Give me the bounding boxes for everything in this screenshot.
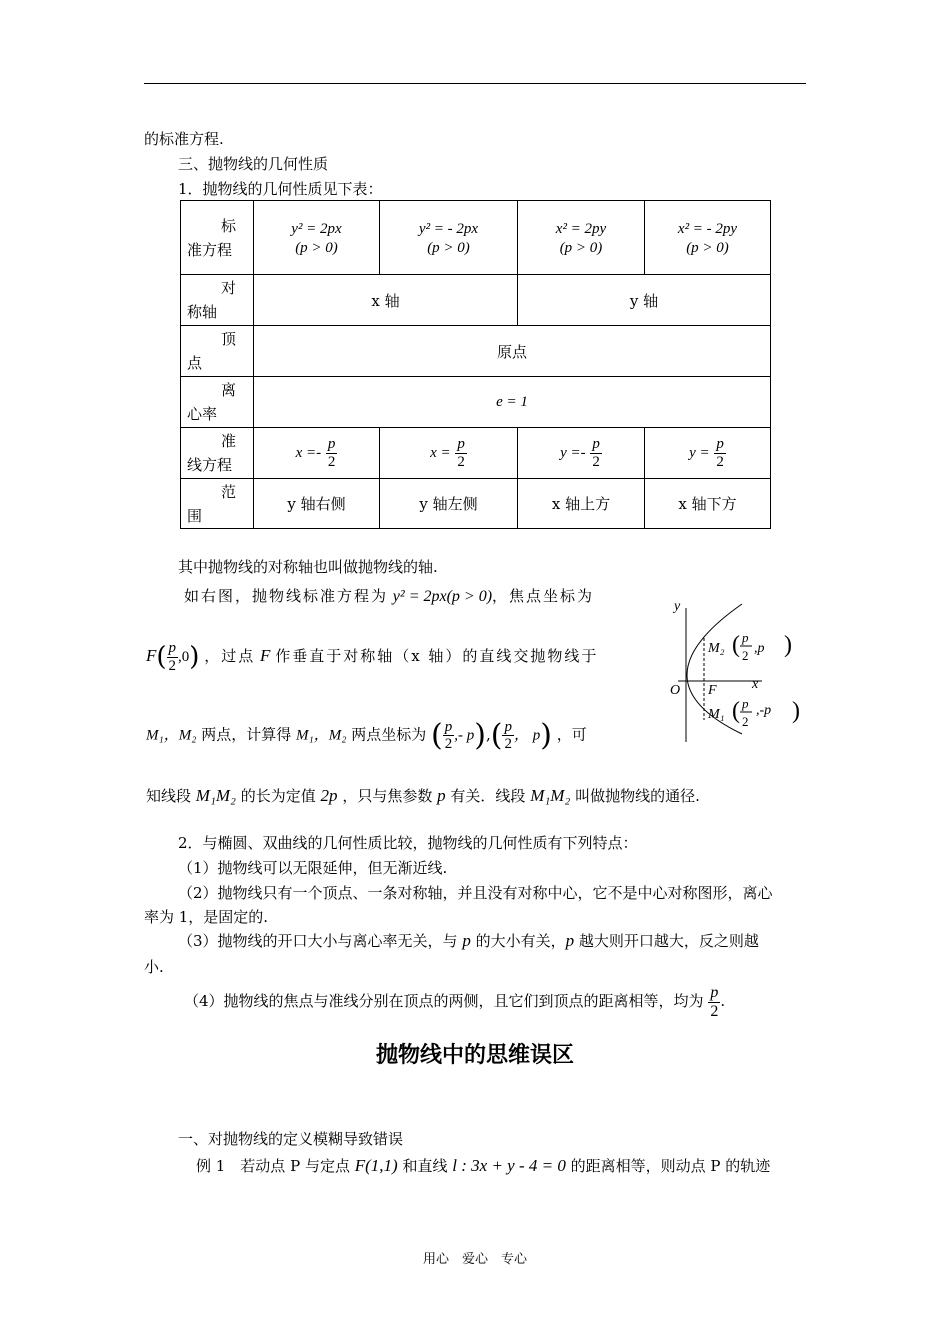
row-header: 范 围: [181, 479, 254, 529]
para-line-c: M₁，M₂ 两点，计算得 M₁，M₂ 两点坐标为 ( $\frac{p}{2}$ ,- p),( $\frac{p}{2}$ ， p) ，可: [146, 718, 587, 753]
row-header: 准 线方程: [181, 428, 254, 479]
m1-tail: ,-p: [756, 703, 772, 718]
directrix-cell: y = $\frac{p}{2}$: [645, 428, 771, 479]
directrix-cell: y =- $\frac{p}{2}$: [518, 428, 645, 479]
property-table: [180, 200, 771, 529]
m1-num: p: [742, 696, 749, 711]
m2-label: M₂: [708, 641, 725, 656]
feature-4: （4）抛物线的焦点与准线分别在顶点的两侧，且它们到顶点的距离相等，均为 $\frac{p}{2}$ .: [184, 984, 726, 1020]
svg-text:): ): [792, 698, 800, 724]
directrix-cell: x =- $\frac{p}{2}$: [254, 428, 380, 479]
subsection-1: 一、对抛物线的定义模糊导致错误: [178, 1130, 404, 1148]
axis-note: 其中抛物线的对称轴也叫做抛物线的轴.: [178, 558, 438, 576]
svg-text:(: (: [732, 632, 740, 658]
eq-cell: x² = - 2py (p > 0): [645, 201, 771, 275]
feature-2b: 率为 1，是固定的.: [144, 908, 269, 926]
para-line-d: 知线段 M₁M₂ 的长为定值 2p ，只与焦参数 p 有关．线段 M₁M₂ 叫做抛物线的通径.: [146, 786, 700, 805]
m2-num: p: [742, 630, 749, 645]
section-title: 抛物线中的思维误区: [375, 1043, 574, 1068]
feature-3b: 小.: [144, 958, 164, 976]
x-label: x: [752, 677, 759, 692]
vertex-cell: 原点: [254, 326, 771, 377]
item-1: 1．抛物线的几何性质见下表：: [178, 180, 383, 198]
row-header: 顶 点: [181, 326, 254, 377]
item-2: 2．与椭圆、双曲线的几何性质比较，抛物线的几何性质有下列特点：: [178, 834, 638, 852]
feature-2a: （2）抛物线只有一个顶点、一条对称轴，并且没有对称中心，它不是中心对称图形，离心: [178, 884, 773, 902]
page-footer: 用心 爱心 专心: [422, 1252, 527, 1267]
directrix-cell: x = $\frac{p}{2}$: [380, 428, 518, 479]
m2-den: 2: [742, 648, 749, 663]
axis-cell: x 轴: [254, 275, 518, 326]
example-1: 例 1 若动点 P 与定点 F(1,1) 和直线 l : 3x + y - 4 = 0 的距离相等，则动点 P 的轨迹: [196, 1156, 771, 1175]
y-label: y: [674, 599, 681, 614]
range-cell: x 轴下方: [645, 479, 771, 529]
axis-cell: y 轴: [518, 275, 771, 326]
range-cell: y 轴左侧: [380, 479, 518, 529]
m1-den: 2: [742, 714, 749, 729]
row-header: 离 心率: [181, 377, 254, 428]
para-line-a: 如右图，抛物线标准方程为 y² = 2px(p > 0)，焦点坐标为: [184, 587, 595, 605]
intro-text: 的标准方程.: [144, 130, 224, 148]
svg-text:): ): [784, 632, 792, 658]
parabola-figure: [662, 590, 812, 750]
para-line-b: F( $\frac{p}{2}$ ,0) ，过点 F 作垂直于对称轴（x 轴）的直线交抛物线于: [146, 640, 599, 674]
row-header: 标 准方程: [181, 201, 254, 275]
eccentricity-cell: e = 1: [254, 377, 771, 428]
section-3-title: 三、抛物线的几何性质: [178, 155, 329, 173]
range-cell: x 轴上方: [518, 479, 645, 529]
origin-label: O: [670, 683, 681, 698]
range-cell: y 轴右侧: [254, 479, 380, 529]
eq-cell: x² = 2py (p > 0): [518, 201, 645, 275]
svg-text:(: (: [732, 698, 740, 724]
feature-3a: （3）抛物线的开口大小与离心率无关，与 p 的大小有关，p 越大则开口越大，反之则越: [178, 931, 759, 950]
m1-label: M₁: [708, 707, 725, 722]
eq-cell: y² = - 2px (p > 0): [380, 201, 518, 275]
eq-cell: y² = 2px (p > 0): [254, 201, 380, 275]
feature-1: （1）抛物线可以无限延伸，但无渐近线.: [178, 859, 448, 877]
row-header: 对 称轴: [181, 275, 254, 326]
m2-tail: ,p: [754, 641, 765, 656]
focus-label: F: [708, 683, 717, 698]
header-rule: [144, 83, 806, 84]
